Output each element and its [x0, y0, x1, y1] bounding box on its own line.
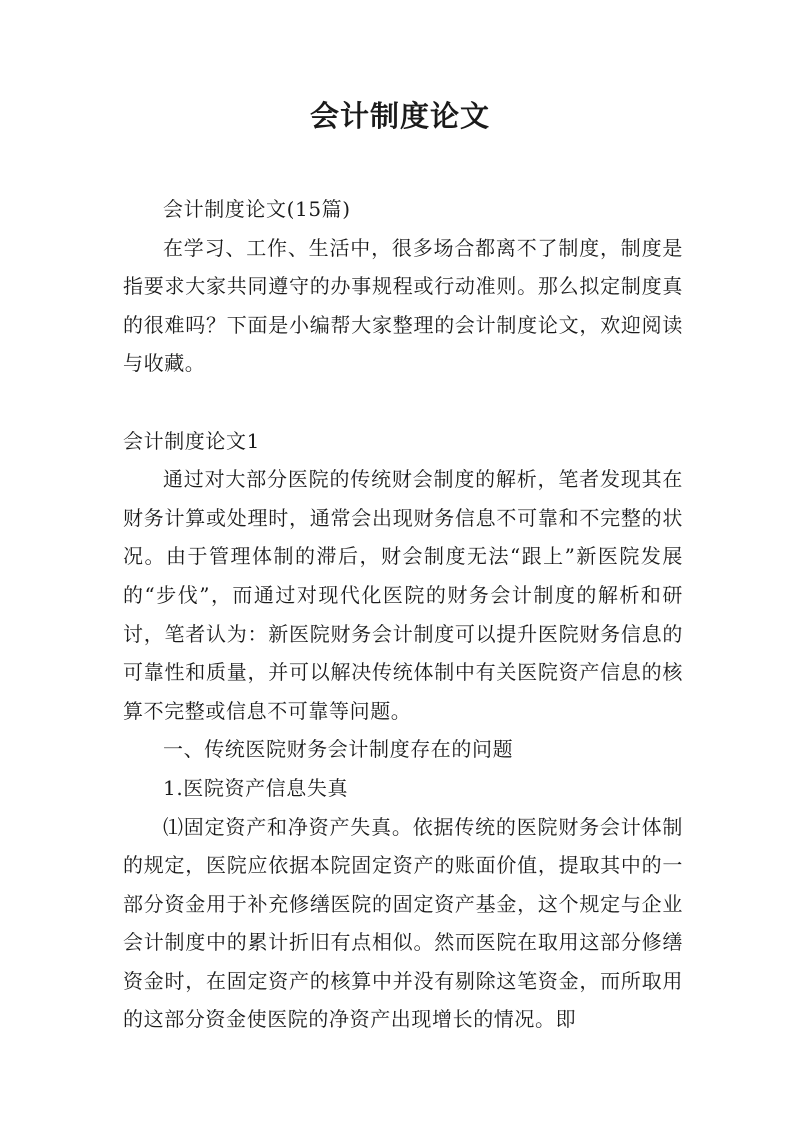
body-paragraph: 通过对大部分医院的传统财会制度的解析，笔者发现其在财务计算或处理时，通常会出现财务信息不可靠和不完整的状况。由于管理体制的滞后，财会制度无法“跟上”新医院发展的“步伐”，而通过对现代化医院的财务会计制度的解析和研讨，笔者认为：新医院财务会计制度可以提升医院财务信息的可靠性和质量，并可以解决传统体制中有关医院资产信息的核算不完整或信息不可靠等问题。 — [123, 467, 683, 723]
subsection-heading: 1.医院资产信息失真 — [163, 775, 349, 800]
intro-paragraph: 在学习、工作、生活中，很多场合都离不了制度，制度是指要求大家共同遵守的办事规程或行动准则。那么拟定制度真的很难吗？下面是小编帮大家整理的会计制度论文，欢迎阅读与收藏。 — [123, 235, 683, 376]
subsection-heading: 一、传统医院财务会计制度存在的问题 — [163, 737, 514, 762]
document-body — [123, 190, 683, 1039]
section-heading: 会计制度论文1 — [123, 428, 260, 453]
document-title: 会计制度论文 — [309, 99, 490, 133]
body-paragraph: ⑴固定资产和净资产失真。依据传统的医院财务会计体制的规定，医院应依据本院固定资产的账面价值，提取其中的一部分资金用于补充修缮医院的固定资产基金，这个规定与企业会计制度中的累计折旧有点相似。然而医院在取用这部分修缮资金时，在固定资产的核算中并没有剔除这笔资金，而所取用的这部分资金使医院的净资产出现增长的情况。即 — [123, 814, 683, 1032]
subtitle-paragraph: 会计制度论文(15篇) — [163, 197, 351, 221]
